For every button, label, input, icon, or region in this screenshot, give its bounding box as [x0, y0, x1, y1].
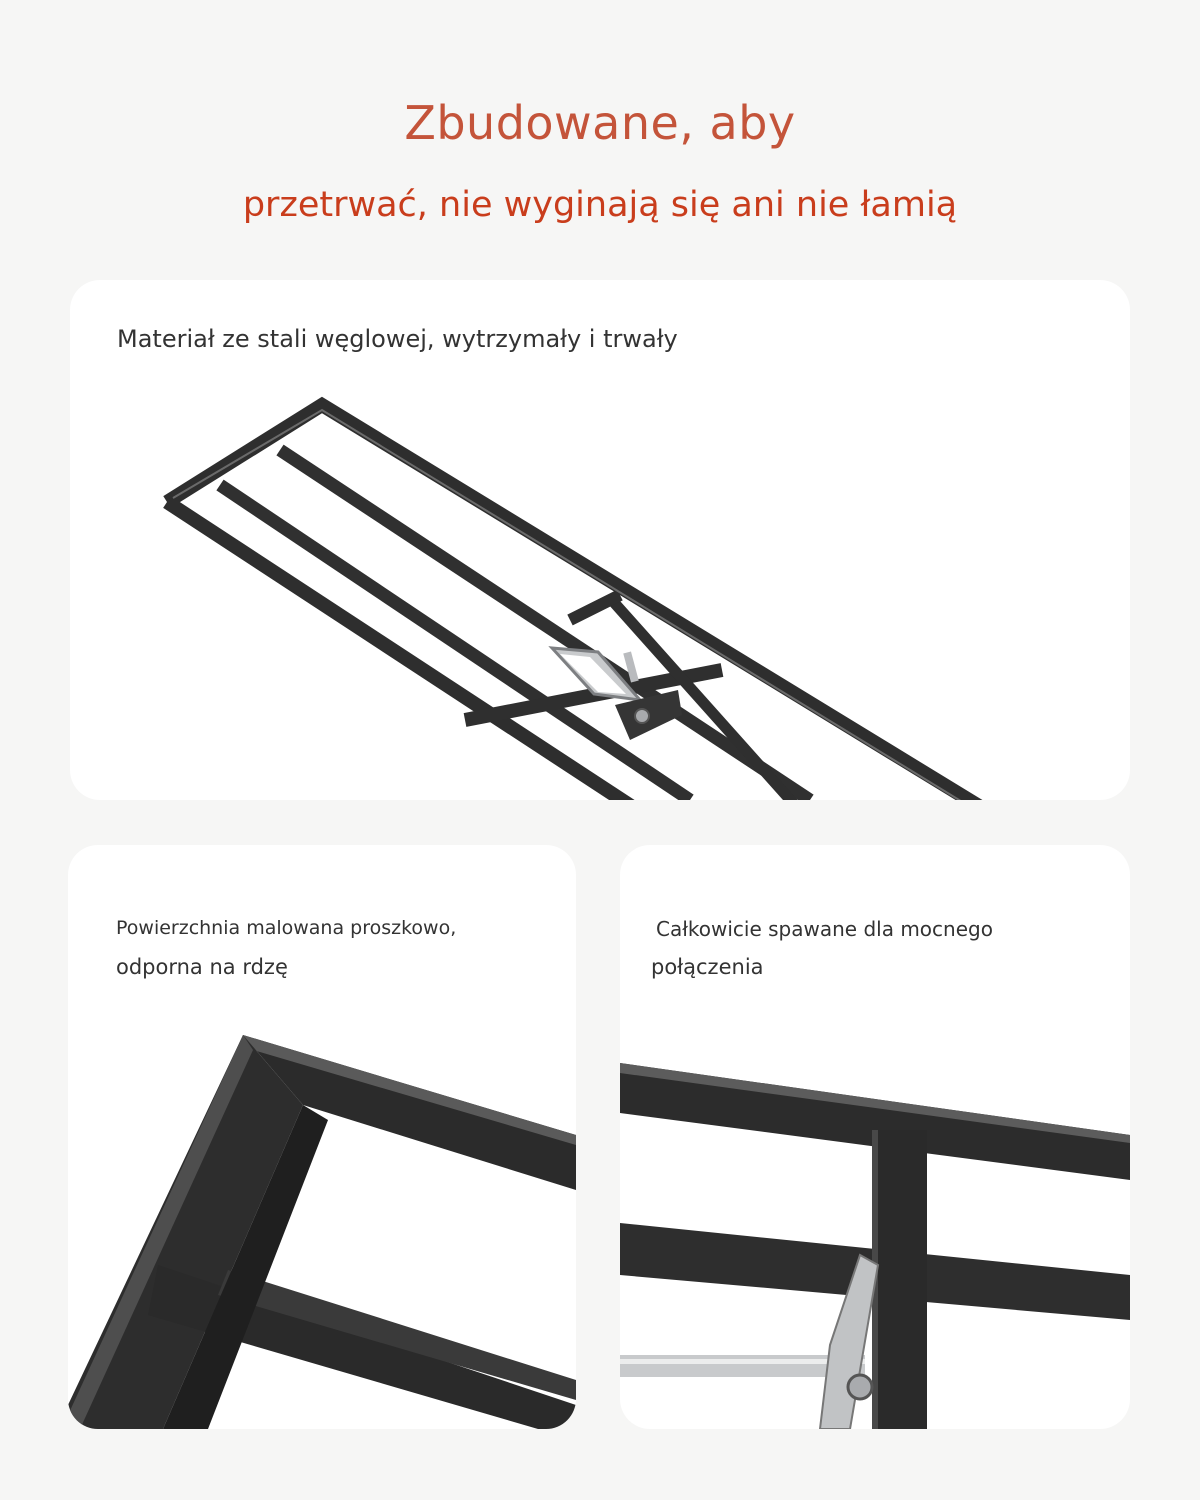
feature-caption-welding-line1: Całkowicie spawane dla mocnego: [656, 917, 993, 941]
feature-caption-welding-line2: połączenia: [651, 955, 764, 979]
inner-bar-1: [220, 485, 690, 800]
feature-card-coating: [68, 845, 576, 1429]
page-title: Zbudowane, aby: [404, 96, 796, 150]
feature-caption-coating-line1: Powierzchnia malowana proszkowo,: [116, 917, 457, 939]
bolt: [848, 1375, 872, 1399]
feature-caption-coating-line2: odporna na rdzę: [116, 955, 288, 979]
page-subtitle: przetrwać, nie wyginają się ani nie łamią: [242, 185, 958, 225]
frame-photo: [70, 280, 1130, 800]
feature-caption-material: Materiał ze stali węglowej, wytrzymały i trwały: [117, 325, 678, 353]
feature-card-welding: [620, 845, 1130, 1429]
vertical-bar: [872, 1130, 927, 1429]
feature-card-material: [70, 280, 1130, 800]
